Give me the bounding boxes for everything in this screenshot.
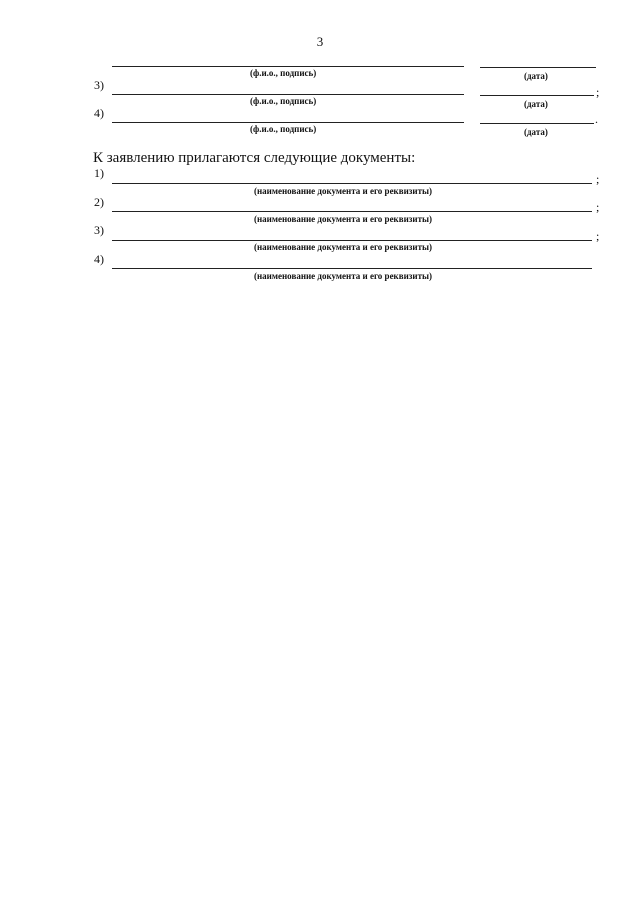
date-line[interactable] (480, 67, 596, 68)
fio-signature-line[interactable] (112, 94, 464, 95)
fio-signature-line[interactable] (112, 66, 464, 67)
date-line[interactable] (480, 95, 594, 96)
row-end-mark: ; (596, 229, 600, 243)
row-end-mark: ; (596, 172, 600, 186)
row-number: 3) (94, 78, 104, 92)
fio-caption: (ф.и.о., подпись) (250, 68, 317, 78)
date-caption: (дата) (524, 71, 548, 81)
row-end-mark: ; (596, 200, 600, 214)
date-caption: (дата) (524, 127, 548, 137)
date-caption: (дата) (524, 99, 548, 109)
document-line[interactable] (112, 268, 592, 269)
row-number: 3) (94, 223, 104, 237)
fio-caption: (ф.и.о., подпись) (250, 96, 317, 106)
document-line[interactable] (112, 183, 592, 184)
page-number: 3 (316, 34, 324, 49)
document-caption: (наименование документа и его реквизиты) (254, 186, 433, 196)
row-number: 2) (94, 195, 104, 209)
document-line[interactable] (112, 211, 592, 212)
document-line[interactable] (112, 240, 592, 241)
row-end-mark: . (595, 112, 598, 126)
fio-caption: (ф.и.о., подпись) (250, 124, 317, 134)
date-line[interactable] (480, 123, 594, 124)
document-caption: (наименование документа и его реквизиты) (254, 242, 433, 252)
document-caption: (наименование документа и его реквизиты) (254, 214, 433, 224)
document-caption: (наименование документа и его реквизиты) (254, 271, 433, 281)
row-number: 4) (94, 252, 104, 266)
fio-signature-line[interactable] (112, 122, 464, 123)
row-number: 4) (94, 106, 104, 120)
documents-heading: К заявлению прилагаются следующие документы: (93, 150, 416, 166)
row-number: 1) (94, 166, 104, 180)
row-end-mark: ; (596, 85, 600, 99)
